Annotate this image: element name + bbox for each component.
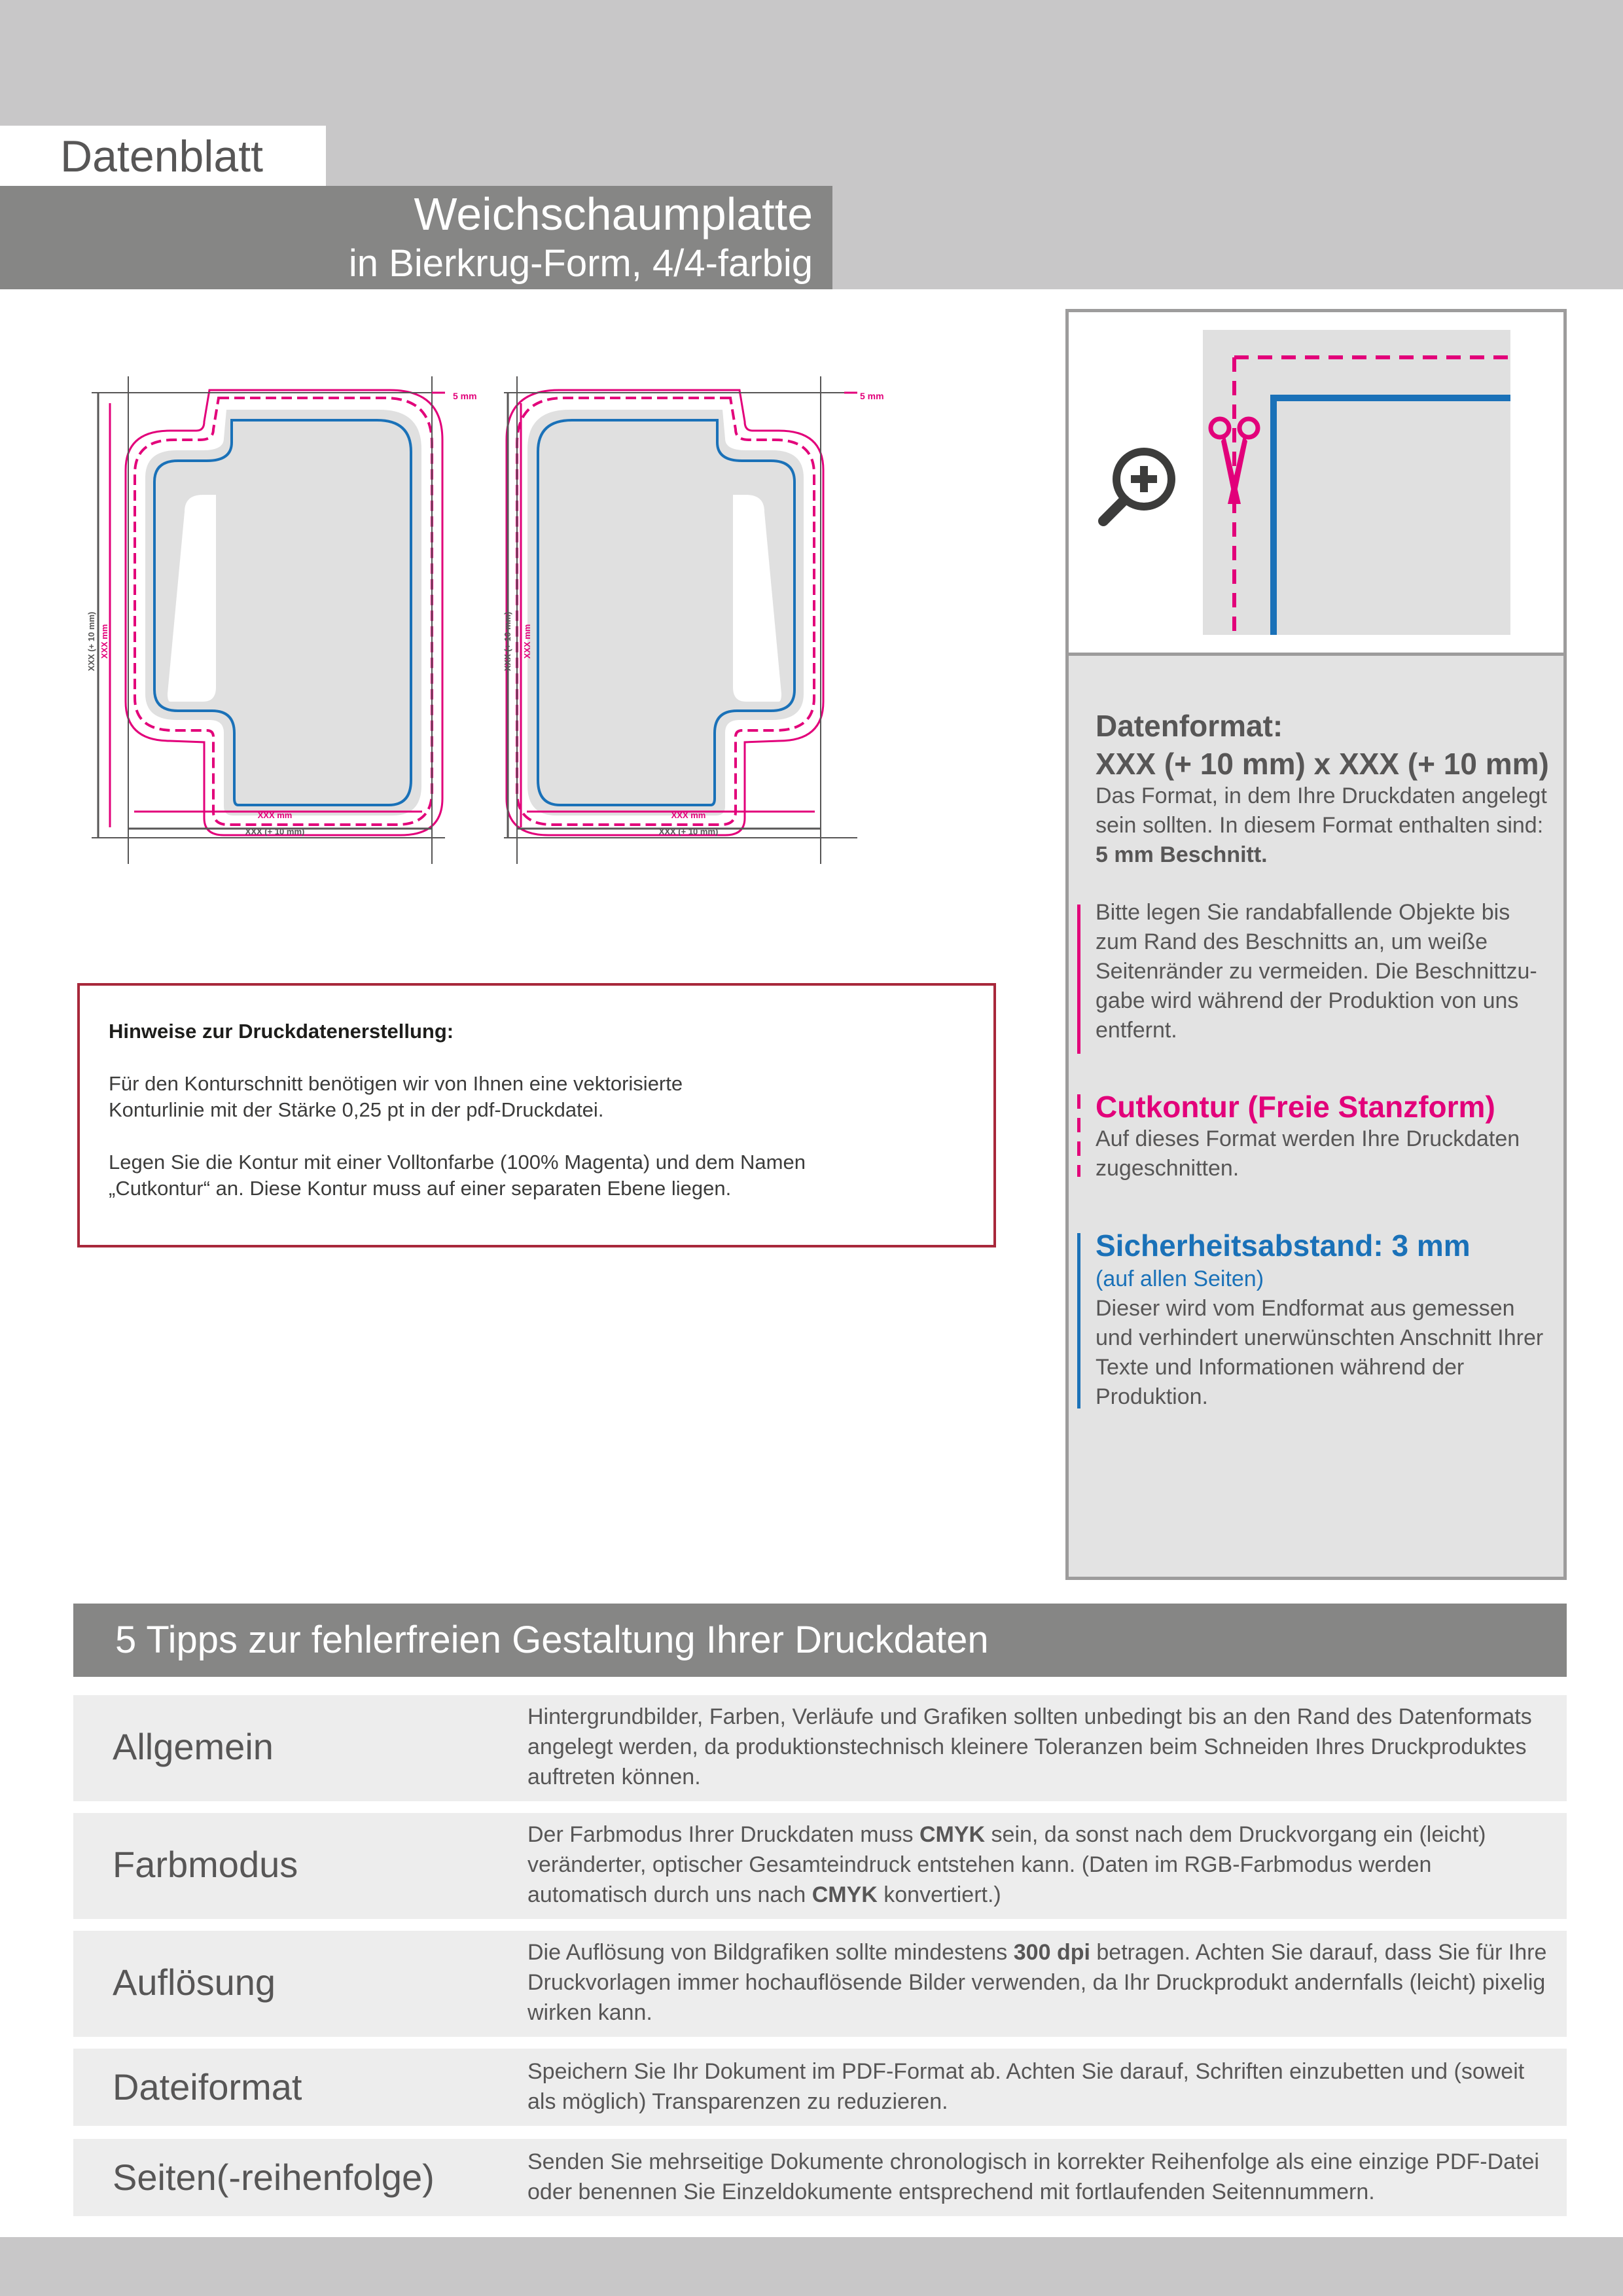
mug-left-drawing xyxy=(86,376,477,864)
beer-mug-drawings xyxy=(79,367,903,864)
tip-row-fileformat xyxy=(73,2049,1567,2126)
cut-text: Auf dieses Format werden Ihre Druckdaten zugeschnitten. xyxy=(1096,1126,1520,1181)
outer-width-label-right: XXX (+ 10 mm) xyxy=(658,827,719,836)
datenformat-size: XXX (+ 10 mm) x XXX (+ 10 mm) xyxy=(1096,747,1549,781)
tip-label: Farbmodus xyxy=(113,1844,298,1885)
tip-text: Speichern Sie Ihr Dokument im PDF-Format ab. Achten Sie darauf, Schriften einzubetten und (soweit als möglich) Transparenzen zu reduzieren. xyxy=(527,2059,1525,2114)
tip-row-resolution xyxy=(73,1931,1567,2037)
cut-heading: Cutkontur (Freie Stanzform) xyxy=(1096,1090,1495,1124)
footer-band xyxy=(0,2237,1623,2296)
tip-label: Allgemein xyxy=(113,1726,274,1767)
tip-label: Seiten(-reihenfolge) xyxy=(113,2157,435,2198)
inner-height-label-right: XXX mm xyxy=(522,624,532,659)
product-title: Weichschaumplatte xyxy=(414,188,813,240)
hints-paragraph-2: Legen Sie die Kontur mit einer Volltonfarbe (100% Magenta) und dem Namen „Cutkontur“ an. Diese Kontur muss auf einer separaten Ebene liegen. xyxy=(109,1151,806,1200)
bleed-marker-bar xyxy=(1077,905,1080,1054)
datenformat-text-bold: 5 mm Beschnitt. xyxy=(1096,842,1268,867)
tip-text: Hintergrundbilder, Farben, Verläufe und Grafiken sollten unbedingt bis an den Rand des Datenformats angelegt werden, da produktionstechnisch kleinere Toleranzen beim Schneiden Ihres Druckproduktes auftreten können. xyxy=(527,1704,1532,1789)
inner-height-label: XXX mm xyxy=(99,624,109,659)
tip-row-pageorder xyxy=(73,2139,1567,2216)
tip-text-bold: CMYK xyxy=(919,1822,986,1847)
page-title: Datenblatt xyxy=(60,132,263,181)
datenformat-title: Datenformat: xyxy=(1096,709,1283,743)
tip-text xyxy=(527,1937,1548,2028)
tip-text xyxy=(527,1820,1548,1910)
hints-heading: Hinweise zur Druckdatenerstellung: xyxy=(109,1020,454,1043)
safety-subheading: (auf allen Seiten) xyxy=(1096,1266,1264,1291)
tip-label: Dateiformat xyxy=(113,2066,302,2108)
bleed-text: Bitte legen Sie randabfallende Objekte bis zum Rand des Beschnitts an, um weiße Seitenränder zu vermeiden. Die Beschnittzu-gabe wird während der Produktion von uns entfernt. xyxy=(1096,900,1537,1043)
tip-text-part: Die Auflösung von Bildgrafiken sollte mindestens xyxy=(527,1940,1014,1965)
hints-paragraph-1: Für den Konturschnitt benötigen wir von Ihnen eine vektorisierte Konturlinie mit der Stärke 0,25 pt in der pdf-Druckdatei. xyxy=(109,1072,683,1121)
bleed-label-right: 5 mm xyxy=(860,391,884,401)
outer-width-label: XXX (+ 10 mm) xyxy=(245,827,305,836)
magnifier-plus-icon xyxy=(1094,445,1179,530)
tip-row-colormode xyxy=(73,1813,1567,1919)
tips-title: 5 Tipps zur fehlerfreien Gestaltung Ihrer Druckdaten xyxy=(115,1619,989,1661)
outer-height-label-right: XXX (+ 10 mm) xyxy=(503,611,512,672)
safety-text: Dieser wird vom Endformat aus gemessen und verhindert unerwünschten Anschnitt Ihrer Texte und Informationen während der Produktion. xyxy=(1096,1296,1544,1409)
tip-text: Senden Sie mehrseitige Dokumente chronologisch in korrekter Reihenfolge als eine einzige PDF-Datei oder benennen Sie Einzeldokumente entsprechend mit fortlaufenden Seitennummern. xyxy=(527,2149,1539,2204)
cut-marker-bar xyxy=(1077,1094,1080,1177)
datenformat-text-main: Das Format, in dem Ihre Druckdaten angelegt sein sollten. In diesem Format enthalten sind: xyxy=(1096,783,1547,838)
hints-box xyxy=(77,983,996,1247)
datenformat-text xyxy=(1096,781,1554,870)
tip-text-bold: CMYK xyxy=(812,1882,878,1907)
inner-width-label-right: XXX mm xyxy=(671,810,706,820)
bleed-label: 5 mm xyxy=(453,391,477,401)
tip-label: Auflösung xyxy=(113,1962,276,2003)
safety-heading: Sicherheitsabstand: 3 mm xyxy=(1096,1229,1471,1263)
safety-marker-bar xyxy=(1077,1233,1080,1408)
corner-detail-illustration xyxy=(1203,330,1510,637)
tip-text-part: konvertiert.) xyxy=(877,1882,1001,1907)
tip-text-part: Der Farbmodus Ihrer Druckdaten muss xyxy=(527,1822,919,1847)
tip-text-bold: 300 dpi xyxy=(1013,1940,1090,1965)
tip-row-general xyxy=(73,1695,1567,1801)
inner-width-label: XXX mm xyxy=(257,810,293,820)
tip-text-part: betragen. Achten Sie darauf, dass Sie für Ihre Druckvorlagen immer hochauflösende Bilder verwenden, da Ihr Druckprodukt andernfalls (leicht) pixelig wirken kann. xyxy=(527,1940,1547,2025)
outer-height-label: XXX (+ 10 mm) xyxy=(86,611,96,672)
datenformat-heading xyxy=(1096,707,1554,783)
mug-right-drawing xyxy=(504,376,857,864)
tip-text-part: sein, da sonst nach dem Druckvorgang ein (leicht) veränderter, optischer Gesamteindruck entstehen kann. (Daten im RGB-Farbmodus werden automatisch durch uns nach xyxy=(527,1822,1486,1907)
product-subtitle: in Bierkrug-Form, 4/4-farbig xyxy=(348,242,813,285)
